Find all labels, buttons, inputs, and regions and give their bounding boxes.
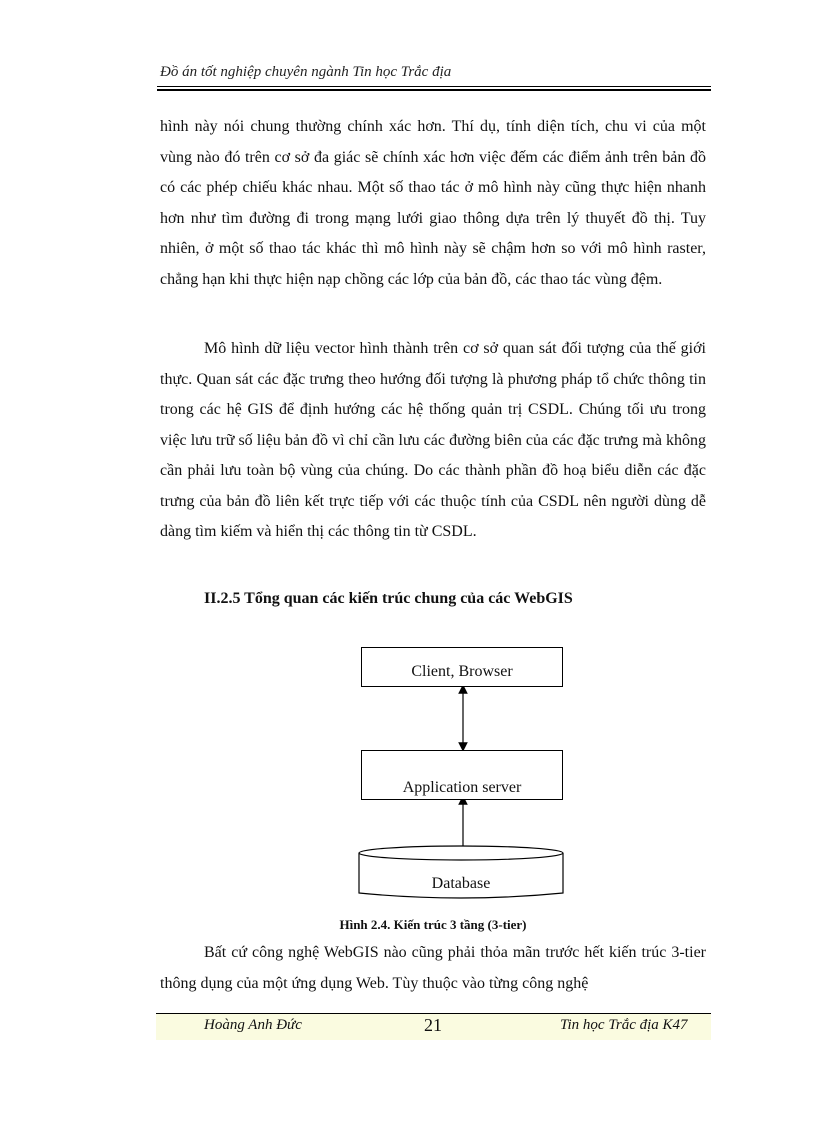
- application-server-box: [361, 750, 563, 800]
- footer-course: Tin học Trắc địa K47: [560, 1017, 688, 1033]
- page-number: 21: [424, 1015, 442, 1035]
- section-heading: II.2.5 Tổng quan các kiến trúc chung của các WebGIS: [204, 590, 573, 607]
- client-browser-label: Client, Browser: [411, 663, 513, 680]
- header-rule: [157, 86, 711, 87]
- footer-author: Hoàng Anh Đức: [204, 1017, 302, 1033]
- paragraph-2: Mô hình dữ liệu vector hình thành trên cơ sở quan sát đối tượng của thế giới thực. Quan sát các đặc trưng theo hướng đối tượng là phương pháp tổ chức thông tin trong các hệ GIS để định hướng các hệ thống quản trị CSDL. Chúng tối ưu trong việc lưu trữ số liệu bản đồ vì chỉ cần lưu các đường biên của các đặc trưng mà không cần phải lưu toàn bộ vùng của chúng. Do các thành phần đồ hoạ biểu diễn các đặc trưng của bản đồ liên kết trực tiếp với các thuộc tính của CSDL nên người dùng dễ dàng tìm kiếm và hiển thị các thông tin từ CSDL.: [160, 340, 706, 540]
- paragraph-3: Bất cứ công nghệ WebGIS nào cũng phải thỏa mãn trước hết kiến trúc 3-tier thông dụng của một ứng dụng Web. Tùy thuộc vào từng công nghệ: [160, 944, 706, 992]
- paragraph-1: hình này nói chung thường chính xác hơn. Thí dụ, tính diện tích, chu vi của một vùng nào đó trên cơ sở đa giác sẽ chính xác hơn việc đếm các điểm ảnh trên bản đồ có các phép chiếu khác nhau. Một số thao tác ở mô hình này cũng thực hiện nhanh hơn như tìm đường đi trong mạng lưới giao thông dựa trên lý thuyết đồ thị. Tuy nhiên, ở một số thao tác khác thì mô hình này sẽ chậm hơn so với mô hình raster, chẳng hạn khi thực hiện nạp chồng các lớp của bản đồ, các thao tác vùng đệm.: [160, 118, 706, 288]
- application-server-label: Application server: [402, 779, 522, 796]
- header-rule-thick: [157, 89, 711, 91]
- figure-caption: Hình 2.4. Kiến trúc 3 tầng (3-tier): [339, 917, 527, 932]
- three-tier-diagram: [357, 647, 565, 907]
- database-label: Database: [431, 875, 491, 892]
- running-header: Đồ án tốt nghiệp chuyên ngành Tin học Trắc địa: [160, 64, 452, 80]
- client-browser-box: [361, 647, 563, 687]
